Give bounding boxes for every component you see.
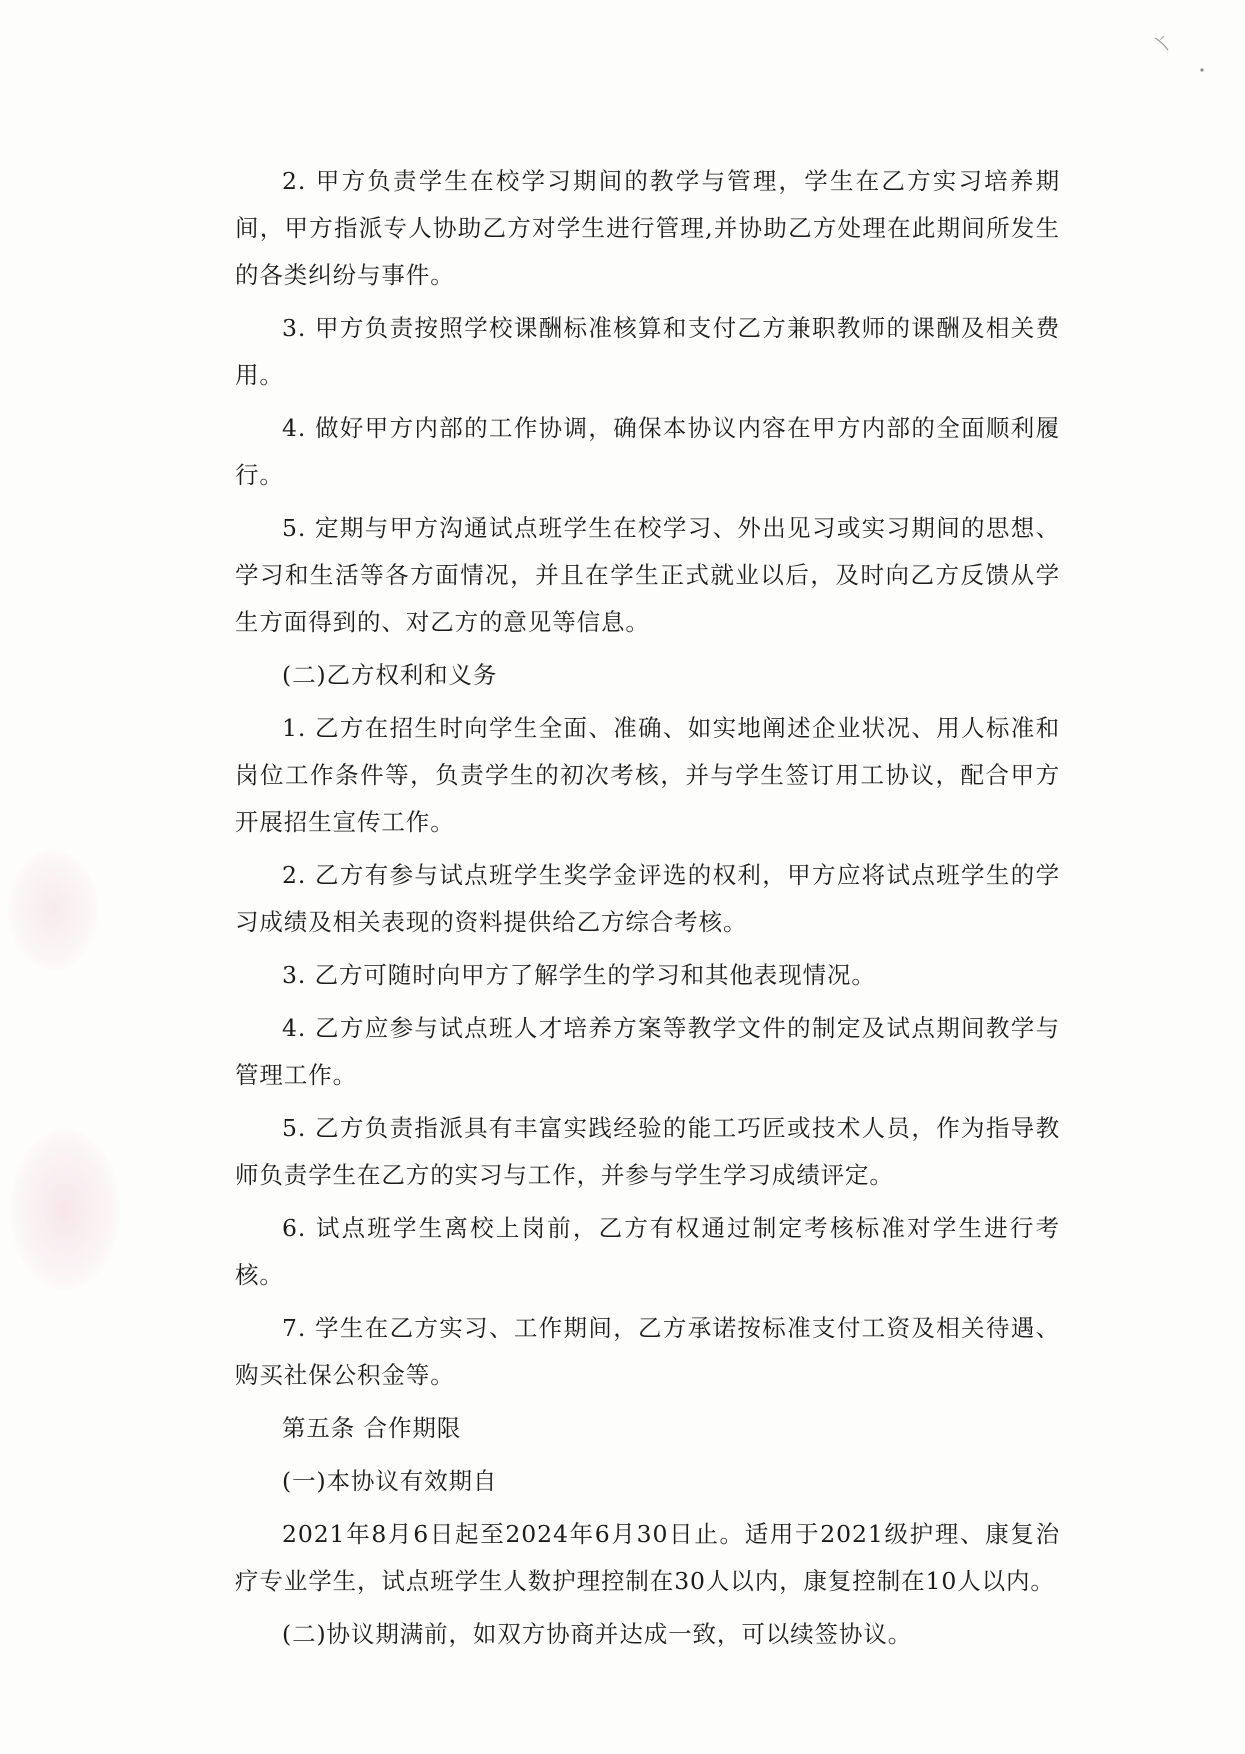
- paragraph-party-b-item-4: 4. 乙方应参与试点班人才培养方案等教学文件的制定及试点期间教学与管理工作。: [235, 1014, 1060, 1089]
- section-heading-party-b: (二)乙方权利和义务: [282, 661, 498, 689]
- paragraph-renewal: (二)协议期满前，如双方协商并达成一致，可以续签协议。: [282, 1620, 913, 1648]
- paragraph-party-a-item-3: 3. 甲方负责按照学校课酬标准核算和支付乙方兼职教师的课酬及相关费用。: [235, 314, 1060, 389]
- section-heading-validity: (一)本协议有效期自: [282, 1467, 498, 1495]
- document-body: [235, 158, 1060, 1664]
- faint-seal-mark-lower: [10, 1130, 120, 1290]
- paragraph-party-a-item-2: 2. 甲方负责学生在校学习期间的教学与管理，学生在乙方实习培养期间，甲方指派专人协助乙方对学生进行管理,并协助乙方处理在此期间所发生的各类纠纷与事件。: [235, 167, 1060, 289]
- paragraph-party-b-item-2: 2. 乙方有参与试点班学生奖学金评选的权利，甲方应将试点班学生的学习成绩及相关表现的资料提供给乙方综合考核。: [235, 861, 1060, 936]
- faint-seal-mark-upper: [8, 850, 98, 970]
- paragraph-validity-dates: 2021年8月6日起至2024年6月30日止。适用于2021级护理、康复治疗专业学生，试点班学生人数护理控制在30人以内，康复控制在10人以内。: [235, 1520, 1060, 1595]
- paragraph-party-b-item-3: 3. 乙方可随时向甲方了解学生的学习和其他表现情况。: [282, 961, 876, 989]
- paragraph-party-a-item-4: 4. 做好甲方内部的工作协调，确保本协议内容在甲方内部的全面顺利履行。: [235, 414, 1060, 489]
- paragraph-party-b-item-7: 7. 学生在乙方实习、工作期间，乙方承诺按标准支付工资及相关待遇、购买社保公积金等。: [235, 1314, 1060, 1389]
- paragraph-party-b-item-5: 5. 乙方负责指派具有丰富实践经验的能工巧匠或技术人员，作为指导教师负责学生在乙方的实习与工作，并参与学生学习成绩评定。: [235, 1114, 1060, 1189]
- paragraph-party-b-item-1: 1. 乙方在招生时向学生全面、准确、如实地阐述企业状况、用人标准和岗位工作条件等，负责学生的初次考核，并与学生签订用工协议，配合甲方开展招生宣传工作。: [235, 714, 1060, 836]
- paragraph-party-a-item-5: 5. 定期与甲方沟通试点班学生在校学习、外出见习或实习期间的思想、学习和生活等各方面情况，并且在学生正式就业以后，及时向乙方反馈从学生方面得到的、对乙方的意见等信息。: [235, 514, 1060, 636]
- paragraph-party-b-item-6: 6. 试点班学生离校上岗前，乙方有权通过制定考核标准对学生进行考核。: [235, 1214, 1060, 1289]
- article-heading-term: 第五条 合作期限: [282, 1414, 462, 1442]
- scan-speck-marks: [1150, 30, 1210, 80]
